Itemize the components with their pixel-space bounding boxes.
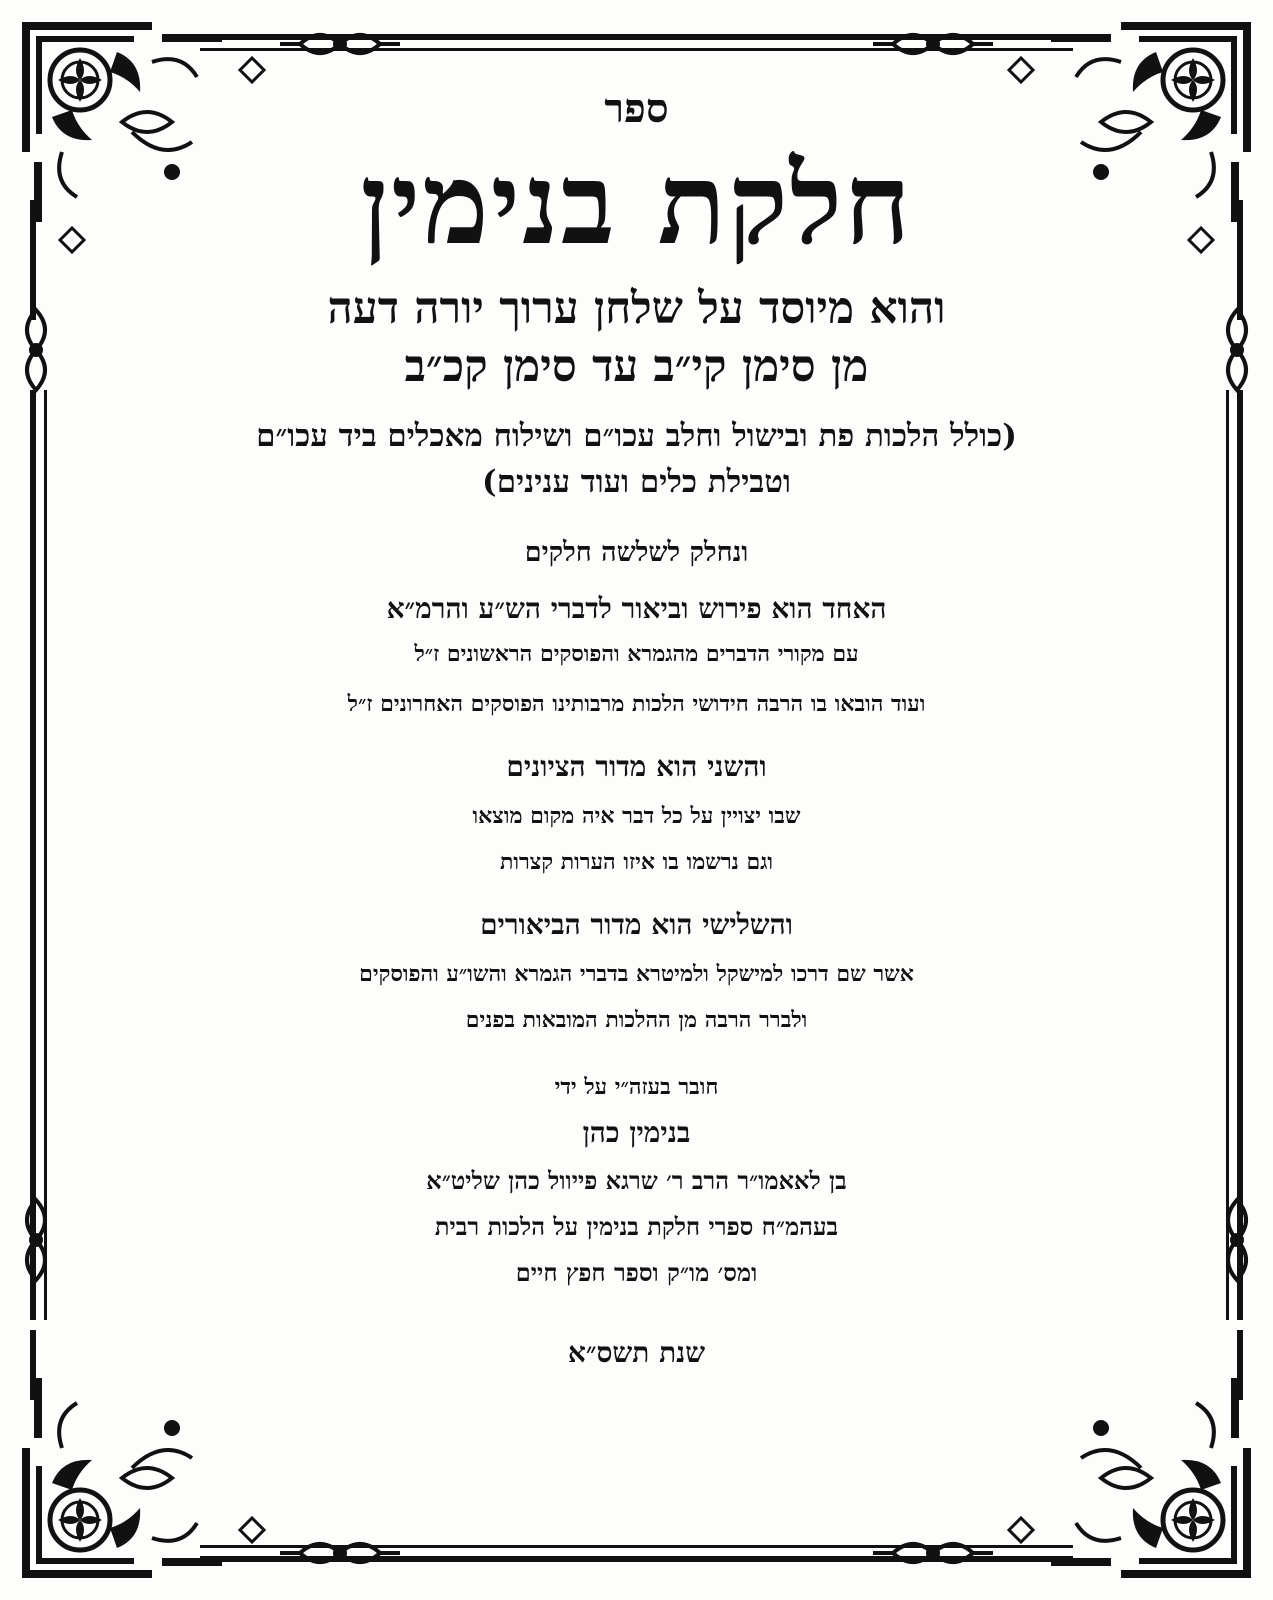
book-title: חלקת בנימין: [360, 139, 913, 270]
authored-by-label: חובר בעזה״י על ידי: [554, 1074, 719, 1100]
publication-year: שנת תשס״א: [567, 1336, 706, 1369]
corner-ornament-icon: [1051, 1378, 1251, 1578]
part-2-line-1: שבו יצויין על כל דבר איה מקום מוצאו: [472, 803, 801, 829]
author-works-line-1: בעהמ״ח ספרי חלקת בנימין על הלכות רבית: [434, 1212, 839, 1241]
part-1-heading: האחד הוא פירוש וביאור לדברי הש״ע והרמ״א: [386, 592, 887, 625]
author-name: בנימין כהן: [582, 1116, 691, 1149]
sefer-label: ספר: [604, 85, 669, 132]
part-3-line-1: אשר שם דרכו למישקל ולמיטרא בדברי הגמרא והשו״ע והפוסקים: [359, 961, 914, 987]
part-1-line-2: ועוד הובאו בו הרבה חידושי הלכות מרבותינו הפוסקים האחרונים ז״ל: [347, 691, 926, 717]
part-1-line-1: עם מקורי הדברים מהגמרא והפוסקים הראשונים ז״ל: [414, 641, 859, 667]
scope-line-1: (כולל הלכות פת ובישול וחלב עכו״ם ושילוח מאכלים ביד עכו״ם: [256, 418, 1017, 454]
title-text-block: [120, 85, 1153, 1373]
subtitle-line-1: והוא מיוסד על שלחן ערוך יורה דעה: [327, 283, 946, 334]
subtitle-line-2: מן סימן קי״ב עד סימן קכ״ב: [404, 341, 869, 392]
part-3-line-2: ולברר הרבה מן ההלכות המובאות בפנים: [465, 1007, 808, 1033]
part-2-line-2: וגם נרשמו בו איזו הערות קצרות: [499, 849, 774, 875]
author-works-line-2: ומס׳ מו״ק וספר חפץ חיים: [515, 1258, 758, 1287]
corner-ornament-icon: [22, 1378, 222, 1578]
part-2-heading: והשני הוא מדור הציונים: [506, 750, 767, 783]
division-statement: ונחלק לשלשה חלקים: [524, 537, 749, 568]
scope-line-2: וטבילת כלים ועוד ענינים): [482, 464, 791, 500]
author-lineage: בן לאאמו״ר הרב ר׳ שרגא פייוול כהן שליט״א: [426, 1166, 847, 1195]
part-3-heading: והשלישי הוא מדור הביאורים: [480, 908, 793, 941]
